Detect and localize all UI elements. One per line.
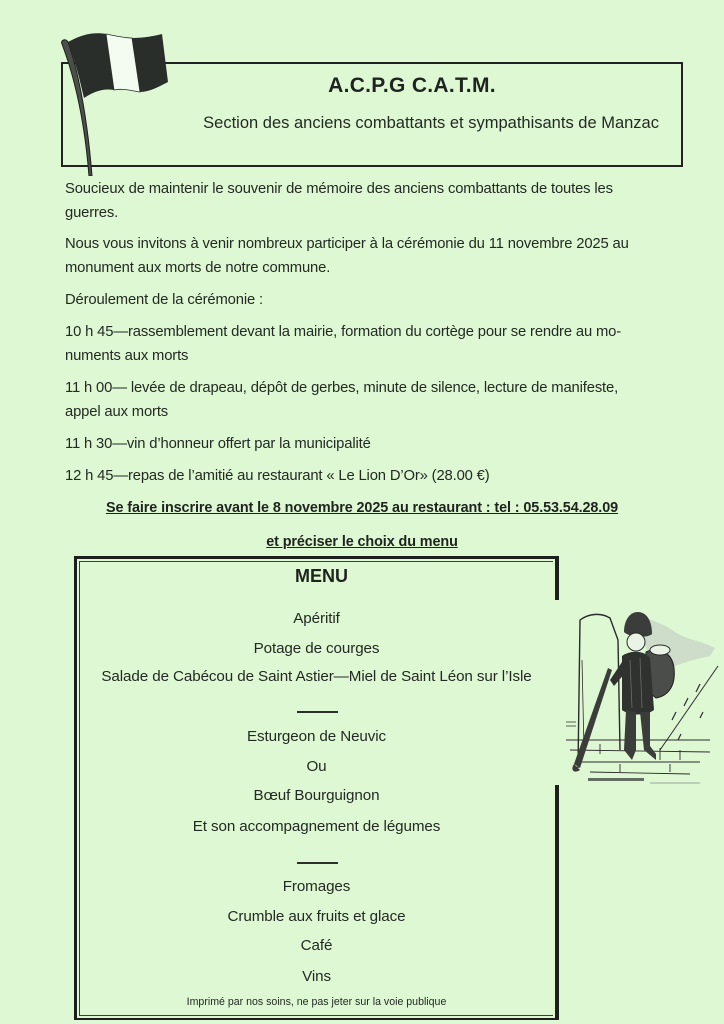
soldier-illustration <box>560 600 720 790</box>
menu-item: Apéritif <box>293 610 340 627</box>
menu-footer-note: Imprimé par nos soins, ne pas jeter sur la voie publique <box>186 996 447 1008</box>
menu-item: Vins <box>302 968 331 985</box>
schedule-item-line: numents aux morts <box>65 348 189 364</box>
schedule-item <box>65 320 665 368</box>
waving-flag-icon <box>58 26 170 176</box>
schedule-item-line: 11 h 30—vin d’honneur offert par la municipalité <box>65 436 371 452</box>
menu-item: Crumble aux fruits et glace <box>227 908 406 925</box>
menu-item: Bœuf Bourguignon <box>253 787 380 804</box>
schedule-item <box>65 464 665 488</box>
schedule-heading: Déroulement de la cérémonie : <box>65 292 263 308</box>
schedule-item <box>65 432 665 456</box>
schedule-item-line: 11 h 00— levée de drapeau, dépôt de gerbes, minute de silence, lecture de manifeste, <box>65 380 619 396</box>
menu-title: MENU <box>295 566 348 586</box>
invitation-paragraph: Nous vous invitons à venir nombreux participer à la cérémonie du 11 novembre 2025 au monument aux morts de notre commune. <box>65 236 629 276</box>
menu-item: Fromages <box>282 878 351 895</box>
menu-box <box>74 556 559 1020</box>
menu-item: Salade de Cabécou de Saint Astier—Miel de Saint Léon sur l’Isle <box>101 668 532 685</box>
schedule-item <box>65 376 665 424</box>
menu-divider <box>297 711 338 713</box>
org-title: A.C.P.G C.A.T.M. <box>328 74 496 97</box>
menu-item: Café <box>300 937 333 954</box>
menu-border-bottom <box>74 1018 559 1020</box>
menu-divider <box>297 862 338 864</box>
menu-choice-note: et préciser le choix du menu <box>266 534 458 550</box>
menu-item: Ou <box>306 758 327 775</box>
menu-border-top <box>74 556 559 559</box>
menu-item: Potage de courges <box>253 640 380 657</box>
menu-item: Esturgeon de Neuvic <box>246 728 387 745</box>
intro-paragraph: Soucieux de maintenir le souvenir de mémoire des anciens combattants de toutes les guerres. <box>65 181 613 221</box>
schedule-item-line: 10 h 45—rassemblement devant la mairie, formation du cortège pour se rendre au mo- <box>65 324 622 340</box>
schedule-item-line: appel aux morts <box>65 404 169 420</box>
schedule-item-line: 12 h 45—repas de l’amitié au restaurant « Le Lion D’Or» (28.00 €) <box>65 468 490 484</box>
menu-item: Et son accompagnement de légumes <box>192 818 441 835</box>
org-subtitle: Section des anciens combattants et sympathisants de Manzac <box>203 114 659 132</box>
registration-note: Se faire inscrire avant le 8 novembre 2025 au restaurant : tel : 05.53.54.28.09 <box>105 500 619 516</box>
